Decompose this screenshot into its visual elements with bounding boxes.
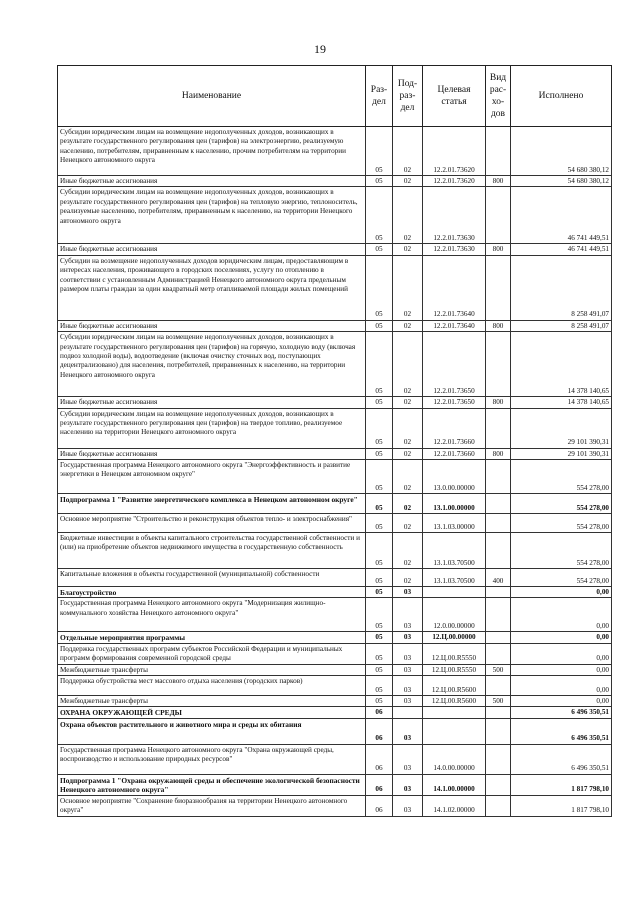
row-subsection: 02 xyxy=(393,397,423,408)
row-target: 12.2.01.73640 xyxy=(423,255,486,320)
table-row xyxy=(58,460,612,494)
table-row xyxy=(58,795,612,816)
row-section: 06 xyxy=(366,795,393,816)
header-row xyxy=(58,66,612,127)
row-subsection xyxy=(393,707,423,718)
row-target: 12.2.01.73640 xyxy=(423,320,486,331)
row-subsection: 03 xyxy=(393,632,423,643)
row-amount: 6 496 350,51 xyxy=(511,718,612,744)
row-target: 12.Ц.00.R5600 xyxy=(423,676,486,696)
row-amount: 8 258 491,07 xyxy=(511,255,612,320)
row-section: 05 xyxy=(366,187,393,244)
row-type xyxy=(486,718,511,744)
header-target: Целевая статья xyxy=(423,66,486,127)
page-number: 19 xyxy=(314,42,326,56)
row-target: 12.Ц.00.00000 xyxy=(423,632,486,643)
table-row xyxy=(58,664,612,675)
table-row xyxy=(58,569,612,587)
row-target: 12.Ц.00.R5600 xyxy=(423,696,486,707)
row-name: Государственная программа Ненецкого автономного округа "Энергоэффективность и развитие энергетики в Ненецком автономном округе" xyxy=(58,460,366,494)
row-amount: 0,00 xyxy=(511,664,612,675)
row-name: Подпрограмма 1 "Охрана окружающей среды и обеспечение экологической безопасности Ненецкого автономного округа" xyxy=(58,774,366,795)
row-type xyxy=(486,774,511,795)
row-name: Бюджетные инвестиции в объекты капитального строительства государственной собственности и (или) на приобретение объектов недвижимого имущества в государственную собственность xyxy=(58,533,366,569)
row-name: Поддержка обустройства мест массового отдыха населения (городских парков) xyxy=(58,676,366,696)
row-amount: 0,00 xyxy=(511,587,612,598)
row-amount: 0,00 xyxy=(511,632,612,643)
row-section: 05 xyxy=(366,448,393,459)
row-amount: 54 680 380,12 xyxy=(511,176,612,187)
row-target: 13.1.03.00000 xyxy=(423,514,486,533)
row-section: 05 xyxy=(366,664,393,675)
row-target: 14.1.02.00000 xyxy=(423,795,486,816)
row-subsection: 02 xyxy=(393,460,423,494)
row-type xyxy=(486,598,511,632)
row-amount: 14 378 140,65 xyxy=(511,332,612,397)
table-row xyxy=(58,587,612,598)
row-amount: 46 741 449,51 xyxy=(511,187,612,244)
row-type: 800 xyxy=(486,397,511,408)
row-amount: 29 101 390,31 xyxy=(511,448,612,459)
row-target: 13.1.00.00000 xyxy=(423,494,486,514)
table-row xyxy=(58,244,612,255)
row-subsection: 02 xyxy=(393,533,423,569)
row-subsection: 02 xyxy=(393,320,423,331)
header-section: Раз- дел xyxy=(366,66,393,127)
table-row xyxy=(58,598,612,632)
row-section: 05 xyxy=(366,598,393,632)
row-section: 06 xyxy=(366,718,393,744)
row-amount: 0,00 xyxy=(511,676,612,696)
row-target xyxy=(423,587,486,598)
table-row xyxy=(58,176,612,187)
row-amount: 554 278,00 xyxy=(511,514,612,533)
header-type: Вид рас- хо- дов xyxy=(486,66,511,127)
row-type xyxy=(486,494,511,514)
row-target: 13.0.00.00000 xyxy=(423,460,486,494)
row-target: 12.Ц.00.R5550 xyxy=(423,664,486,675)
row-name: Межбюджетные трансферты xyxy=(58,696,366,707)
row-amount: 54 680 380,12 xyxy=(511,127,612,176)
row-target: 12.2.01.73660 xyxy=(423,448,486,459)
row-subsection: 03 xyxy=(393,696,423,707)
row-type: 800 xyxy=(486,176,511,187)
table-row xyxy=(58,774,612,795)
row-name: Основное мероприятие "Сохранение биоразнообразия на территории Ненецкого автономного округа" xyxy=(58,795,366,816)
row-name: Поддержка государственных программ субъектов Российской Федерации и муниципальных программ формирования современной городской среды xyxy=(58,643,366,664)
row-type xyxy=(486,643,511,664)
row-type xyxy=(486,707,511,718)
table-row xyxy=(58,632,612,643)
row-target: 12.2.01.73660 xyxy=(423,408,486,448)
table-row xyxy=(58,744,612,774)
row-section: 05 xyxy=(366,127,393,176)
table-row xyxy=(58,707,612,718)
row-amount: 14 378 140,65 xyxy=(511,397,612,408)
row-name: Основное мероприятие "Строительство и реконструкция объектов тепло- и электроснабжения" xyxy=(58,514,366,533)
row-target: 12.2.01.73620 xyxy=(423,127,486,176)
row-target: 12.Ц.00.R5550 xyxy=(423,643,486,664)
row-type xyxy=(486,533,511,569)
row-target: 13.1.03.70500 xyxy=(423,569,486,587)
row-target: 12.2.01.73620 xyxy=(423,176,486,187)
row-type xyxy=(486,744,511,774)
row-type xyxy=(486,632,511,643)
row-name: Субсидии юридическим лицам на возмещение недополученных доходов, возникающих в результате государственного регулирования цен (тарифов) на тепловую энергию, теплоноситель, реализуемые населению, потребителям, приравненным к населению, на территории Ненецкого автономного округа xyxy=(58,187,366,244)
row-section: 05 xyxy=(366,494,393,514)
row-section: 05 xyxy=(366,514,393,533)
row-subsection: 02 xyxy=(393,514,423,533)
row-subsection: 03 xyxy=(393,744,423,774)
row-name: Отдельные мероприятия программы xyxy=(58,632,366,643)
row-section: 05 xyxy=(366,408,393,448)
row-section: 05 xyxy=(366,460,393,494)
row-target xyxy=(423,707,486,718)
row-name: ОХРАНА ОКРУЖАЮЩЕЙ СРЕДЫ xyxy=(58,707,366,718)
row-target: 13.1.03.70500 xyxy=(423,533,486,569)
row-type xyxy=(486,408,511,448)
row-name: Субсидии юридическим лицам на возмещение недополученных доходов, возникающих в результате государственного регулирования цен (тарифов) на твердое топливо, реализуемое населению на территории Ненецкого автономного округа xyxy=(58,408,366,448)
row-target: 12.2.01.73630 xyxy=(423,244,486,255)
row-target: 12.0.00.00000 xyxy=(423,598,486,632)
table-row xyxy=(58,696,612,707)
row-type xyxy=(486,795,511,816)
budget-table xyxy=(57,65,612,817)
table-row xyxy=(58,494,612,514)
row-section: 05 xyxy=(366,176,393,187)
row-amount: 0,00 xyxy=(511,643,612,664)
row-type: 500 xyxy=(486,696,511,707)
row-subsection: 02 xyxy=(393,569,423,587)
row-subsection: 03 xyxy=(393,598,423,632)
row-type: 800 xyxy=(486,320,511,331)
row-subsection: 02 xyxy=(393,255,423,320)
row-type xyxy=(486,514,511,533)
row-subsection: 02 xyxy=(393,176,423,187)
row-subsection: 02 xyxy=(393,187,423,244)
header-subsection: Под- раз- дел xyxy=(393,66,423,127)
row-section: 06 xyxy=(366,774,393,795)
row-amount: 0,00 xyxy=(511,696,612,707)
row-amount: 0,00 xyxy=(511,598,612,632)
row-type xyxy=(486,187,511,244)
row-amount: 554 278,00 xyxy=(511,569,612,587)
row-subsection: 03 xyxy=(393,643,423,664)
row-subsection: 03 xyxy=(393,795,423,816)
row-section: 05 xyxy=(366,643,393,664)
table-row xyxy=(58,127,612,176)
row-subsection: 03 xyxy=(393,718,423,744)
row-amount: 554 278,00 xyxy=(511,533,612,569)
table-row xyxy=(58,448,612,459)
table-row xyxy=(58,397,612,408)
row-subsection: 03 xyxy=(393,587,423,598)
row-type xyxy=(486,460,511,494)
table-row xyxy=(58,320,612,331)
row-name: Государственная программа Ненецкого автономного округа "Охрана окружающей среды, воспроизводство и использование природных ресурсов" xyxy=(58,744,366,774)
row-subsection: 02 xyxy=(393,408,423,448)
header-amount: Исполнено xyxy=(511,66,612,127)
row-type: 800 xyxy=(486,244,511,255)
row-amount: 29 101 390,31 xyxy=(511,408,612,448)
row-type: 800 xyxy=(486,448,511,459)
row-type xyxy=(486,127,511,176)
row-subsection: 02 xyxy=(393,448,423,459)
row-section: 05 xyxy=(366,533,393,569)
row-subsection: 02 xyxy=(393,494,423,514)
row-amount: 554 278,00 xyxy=(511,494,612,514)
row-section: 05 xyxy=(366,255,393,320)
row-amount: 6 496 350,51 xyxy=(511,707,612,718)
row-subsection: 03 xyxy=(393,676,423,696)
row-amount: 1 817 798,10 xyxy=(511,774,612,795)
row-section: 05 xyxy=(366,632,393,643)
row-type xyxy=(486,332,511,397)
row-section: 05 xyxy=(366,569,393,587)
table-row xyxy=(58,255,612,320)
table-row xyxy=(58,533,612,569)
table-row xyxy=(58,187,612,244)
row-subsection: 02 xyxy=(393,332,423,397)
row-subsection: 03 xyxy=(393,664,423,675)
row-section: 05 xyxy=(366,696,393,707)
row-section: 05 xyxy=(366,587,393,598)
row-name: Государственная программа Ненецкого автономного округа "Модернизация жилищно-коммунального хозяйства Ненецкого автономного округа" xyxy=(58,598,366,632)
row-name: Благоустройство xyxy=(58,587,366,598)
row-type: 400 xyxy=(486,569,511,587)
row-name: Иные бюджетные ассигнования xyxy=(58,244,366,255)
row-type: 500 xyxy=(486,664,511,675)
row-subsection: 02 xyxy=(393,244,423,255)
row-name: Подпрограмма 1 "Развитие энергетического комплекса в Ненецком автономном округе" xyxy=(58,494,366,514)
row-section: 05 xyxy=(366,397,393,408)
row-name: Иные бюджетные ассигнования xyxy=(58,176,366,187)
row-section: 05 xyxy=(366,244,393,255)
row-section: 05 xyxy=(366,676,393,696)
row-section: 05 xyxy=(366,320,393,331)
row-subsection: 03 xyxy=(393,774,423,795)
row-section: 06 xyxy=(366,707,393,718)
row-amount: 554 278,00 xyxy=(511,460,612,494)
row-target: 12.2.01.73650 xyxy=(423,332,486,397)
row-target xyxy=(423,718,486,744)
table-row xyxy=(58,676,612,696)
row-section: 05 xyxy=(366,332,393,397)
header-name: Наименование xyxy=(58,66,366,127)
row-target: 14.1.00.00000 xyxy=(423,774,486,795)
row-name: Межбюджетные трансферты xyxy=(58,664,366,675)
table-row xyxy=(58,514,612,533)
row-name: Капитальные вложения в объекты государственной (муниципальной) собственности xyxy=(58,569,366,587)
row-type xyxy=(486,587,511,598)
table-row xyxy=(58,332,612,397)
row-subsection: 02 xyxy=(393,127,423,176)
row-amount: 1 817 798,10 xyxy=(511,795,612,816)
row-amount: 46 741 449,51 xyxy=(511,244,612,255)
table-row xyxy=(58,408,612,448)
row-target: 12.2.01.73650 xyxy=(423,397,486,408)
row-target: 12.2.01.73630 xyxy=(423,187,486,244)
row-name: Иные бюджетные ассигнования xyxy=(58,320,366,331)
row-name: Охрана объектов растительного и животного мира и среды их обитания xyxy=(58,718,366,744)
table-row xyxy=(58,718,612,744)
row-type xyxy=(486,255,511,320)
row-section: 06 xyxy=(366,744,393,774)
row-amount: 6 496 350,51 xyxy=(511,744,612,774)
row-type xyxy=(486,676,511,696)
row-name: Субсидии на возмещение недополученных доходов юридическим лицам, предоставляющим в интересах населения, проживающего в городских поселениях, услугу по отоплению в соответствии с установленным Администрацией Ненецкого автономного округа предельным размером платы граждан за один квадратный метр отапливаемой площади жилых помещений xyxy=(58,255,366,320)
row-amount: 8 258 491,07 xyxy=(511,320,612,331)
row-name: Субсидии юридическим лицам на возмещение недополученных доходов, возникающих в результате государственного регулирования цен (тарифов) на электроэнергию, реализуемую населению, потребителям, приравненным к населению, прочим потребителям на территории Ненецкого автономного округа xyxy=(58,127,366,176)
table-row xyxy=(58,643,612,664)
row-name: Иные бюджетные ассигнования xyxy=(58,397,366,408)
row-name: Иные бюджетные ассигнования xyxy=(58,448,366,459)
row-name: Субсидии юридическим лицам на возмещение недополученных доходов, возникающих в результате государственного регулирования цен (тарифов) на горячую, холодную воду (включая подвоз холодной воды), водоотведение (включая очистку сточных вод, поступающих децентрализовано) для населения, потребителей, приравненных к населению, на территории Ненецкого автономного округа xyxy=(58,332,366,397)
row-target: 14.0.00.00000 xyxy=(423,744,486,774)
